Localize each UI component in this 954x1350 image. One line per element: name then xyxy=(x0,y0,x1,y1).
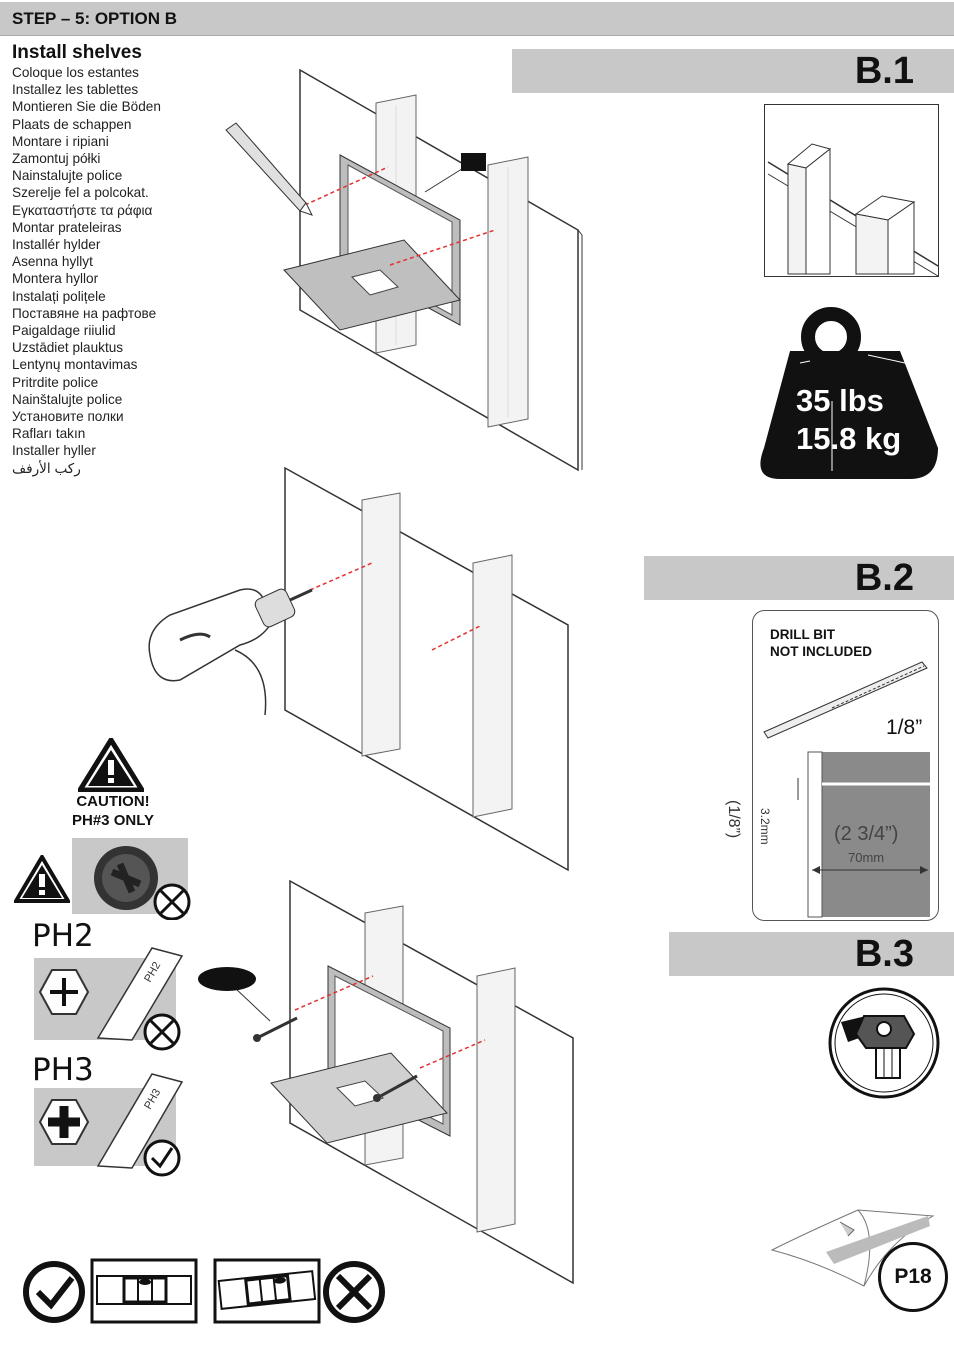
spirit-level-level-icon xyxy=(92,1260,196,1322)
translation-item: Rafları takın xyxy=(12,426,86,442)
ph3-bit-illustration xyxy=(32,1068,188,1180)
translation-item: Nainštalujte police xyxy=(12,391,123,407)
section-banner-b2 xyxy=(644,556,954,600)
translation-item: Szerelje fel a polcokat. xyxy=(12,185,149,201)
hole-diameter xyxy=(724,800,742,838)
caution-note xyxy=(40,792,186,830)
weight-kg: 15.8 kg xyxy=(796,421,902,456)
translation-item: Installér hylder xyxy=(12,237,101,253)
translation-item: Поставяне на рафтове xyxy=(12,305,157,321)
part-marker xyxy=(461,153,486,171)
translation-item: Nainstalujte police xyxy=(12,168,123,184)
translation-list xyxy=(12,64,161,477)
ph2-label: PH2 xyxy=(32,918,94,954)
hole-diameter-mm: 3.2mm xyxy=(758,808,772,845)
translation-item: ركب الأرفف xyxy=(12,460,81,476)
reject-icon xyxy=(155,885,189,919)
wall-stud-right xyxy=(477,968,515,1232)
hole-depth: (2 3/4”) xyxy=(834,823,899,845)
translation-item: Εγκαταστήστε τα ράφια xyxy=(12,202,153,218)
weight-capacity xyxy=(796,382,901,458)
section-label-b1: B.1 xyxy=(854,50,914,92)
translation-item: Установите полки xyxy=(12,409,124,425)
wall-stud-right xyxy=(473,555,512,817)
section-label-b2: B.2 xyxy=(854,557,914,599)
translation-item: Zamontuj półki xyxy=(12,151,101,167)
step-title: STEP – 5: OPTION B xyxy=(12,9,178,28)
page-number: P18 xyxy=(878,1242,948,1312)
ph2-bit-illustration xyxy=(32,938,188,1054)
drilling-illustration xyxy=(140,465,580,875)
section-banner-b3 xyxy=(669,932,954,976)
wall-stud-right xyxy=(488,157,528,427)
translation-item: Installer hyller xyxy=(12,443,96,459)
drill-bit-size: 1/8” xyxy=(886,716,923,739)
weight-lbs: 35 lbs xyxy=(796,383,884,418)
approve-icon xyxy=(26,1264,82,1320)
approve-icon xyxy=(145,1141,179,1175)
translation-item: Lentynų montavimas xyxy=(12,357,138,373)
translation-item: Montare i ripiani xyxy=(12,133,109,149)
step-header xyxy=(0,2,954,36)
translation-item: Asenna hyllyt xyxy=(12,254,93,270)
translation-item: Coloque los estantes xyxy=(12,65,139,80)
caution-line2: PH#3 ONLY xyxy=(72,812,154,829)
shelf-hanging-illustration xyxy=(220,65,590,475)
stud-detail-illustration xyxy=(764,104,940,280)
translation-item: Uzstādiet plauktus xyxy=(12,340,124,356)
translation-item: Plaats de schappen xyxy=(12,116,132,132)
instruction-title: Install shelves xyxy=(12,42,142,63)
drill-note-line1: DRILL BIT xyxy=(770,627,835,642)
part-marker xyxy=(198,967,256,991)
caution-line1: CAUTION! xyxy=(76,793,150,810)
ph3-label: PH3 xyxy=(32,1052,94,1088)
reject-icon xyxy=(326,1264,382,1320)
hole-depth-mm: 70mm xyxy=(848,850,885,865)
drill-bit-note xyxy=(770,626,872,660)
pencil-icon xyxy=(226,123,312,215)
ph3-bit-engraving: PH3 xyxy=(142,1086,164,1112)
translation-item: Montieren Sie die Böden xyxy=(12,99,161,115)
caution-icon xyxy=(78,738,144,792)
ph2-bit-engraving: PH2 xyxy=(142,959,164,985)
translation-item: Paigaldage riiulid xyxy=(12,323,116,339)
warning-icon xyxy=(14,855,70,903)
level-check-row xyxy=(22,1258,388,1326)
spirit-level-tilted-icon xyxy=(215,1260,319,1322)
hole-diameter-inch: (1/8”) xyxy=(725,800,742,839)
translation-item: Pritrdite police xyxy=(12,374,99,390)
wall-stud-left xyxy=(362,493,400,756)
translation-item: Montera hyllor xyxy=(12,271,99,287)
translation-item: Instalați polițele xyxy=(12,288,106,304)
screw-install-illustration xyxy=(195,878,580,1288)
reject-icon xyxy=(145,1015,179,1049)
drill-note-line2: NOT INCLUDED xyxy=(770,644,872,659)
stripped-screw-illustration xyxy=(72,838,194,920)
hex-key-detail xyxy=(826,986,944,1102)
translation-item: Installez les tablettes xyxy=(12,82,139,98)
translation-item: Montar prateleiras xyxy=(12,219,122,235)
section-label-b3: B.3 xyxy=(854,933,914,975)
